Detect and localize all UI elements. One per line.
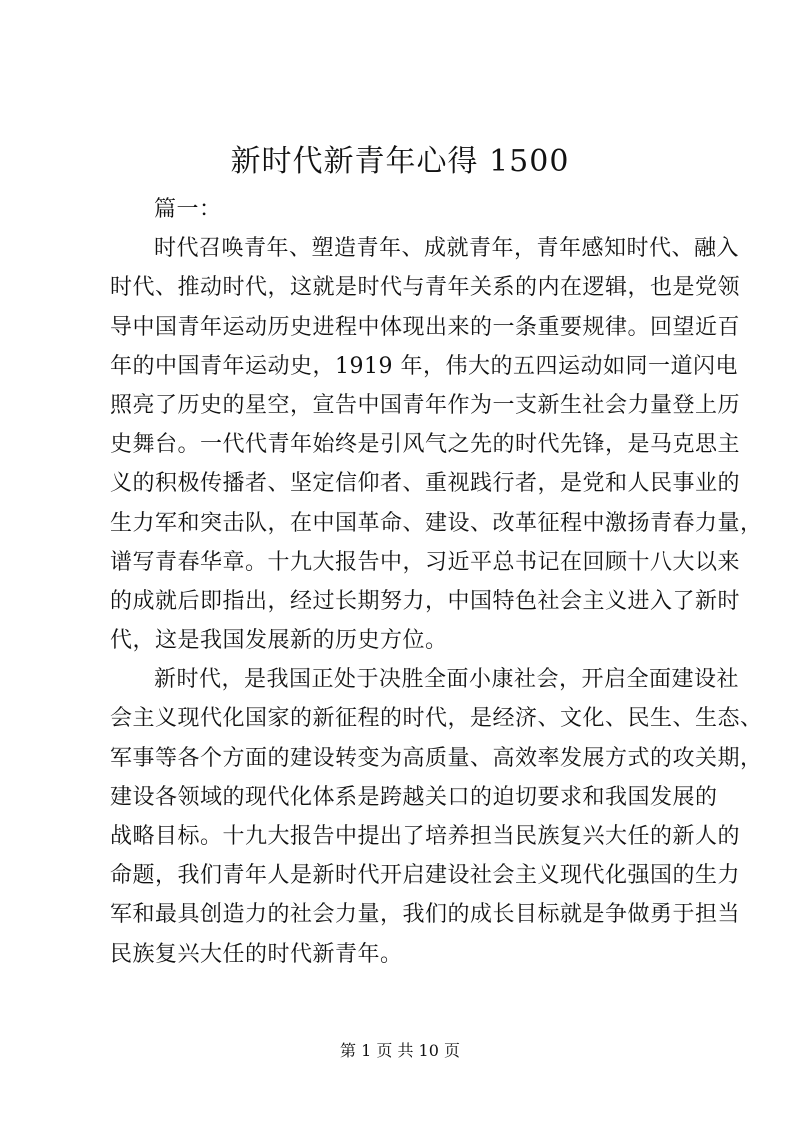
paragraph-2-line-6: 命题，我们青年人是新时代开启建设社会主义现代化强国的生力	[110, 863, 741, 889]
paragraph-1-line-5: 照亮了历史的星空，宣告中国青年作为一支新生社会力量登上历	[110, 392, 741, 418]
paragraph-1-line-6: 史舞台。一代代青年始终是引风气之先的时代先锋，是马克思主	[110, 432, 741, 458]
paragraph-1-line-1: 时代召唤青年、塑造青年、成就青年，青年感知时代、融入	[154, 236, 740, 262]
paragraph-2-line-3: 军事等各个方面的建设转变为高质量、高效率发展方式的攻关期，	[110, 745, 763, 771]
paragraph-1-line-10: 的成就后即指出，经过长期努力，中国特色社会主义进入了新时	[110, 588, 741, 614]
page-footer: 第 1 页 共 10 页	[340, 1041, 460, 1060]
paragraph-2-line-8: 民族复兴大任的时代新青年。	[110, 941, 403, 967]
paragraph-2-line-5: 战略目标。十九大报告中提出了培养担当民族复兴大任的新人的	[110, 824, 741, 849]
paragraph-1-line-8: 生力军和突击队，在中国革命、建设、改革征程中激扬青春力量，	[110, 510, 763, 536]
document-title: 新时代新青年心得 1500	[230, 144, 570, 179]
paragraph-2-line-2: 会主义现代化国家的新征程的时代，是经济、文化、民生、生态、	[110, 706, 763, 732]
paragraph-2-line-7: 军和最具创造力的社会力量，我们的成长目标就是争做勇于担当	[110, 902, 741, 928]
paragraph-2-line-1: 新时代，是我国正处于决胜全面小康社会，开启全面建设社	[154, 667, 740, 693]
paragraph-1-line-4: 年的中国青年运动史，1919 年，伟大的五四运动如同一道闪电	[110, 353, 738, 379]
paragraph-1-line-2: 时代、推动时代，这就是时代与青年关系的内在逻辑，也是党领	[110, 275, 741, 301]
paragraph-1-line-9: 谱写青春华章。十九大报告中，习近平总书记在回顾十八大以来	[110, 549, 741, 575]
paragraph-2-line-4: 建设各领域的现代化体系是跨越关口的迫切要求和我国发展的	[110, 784, 718, 810]
paragraph-1-line-7: 义的积极传播者、坚定信仰者、重视践行者，是党和人民事业的	[110, 471, 741, 497]
section-label: 篇一：	[154, 197, 222, 222]
paragraph-1-line-3: 导中国青年运动历史进程中体现出来的一条重要规律。回望近百	[110, 314, 741, 340]
paragraph-1-line-11: 代，这是我国发展新的历史方位。	[110, 628, 448, 654]
document-body	[110, 190, 763, 974]
